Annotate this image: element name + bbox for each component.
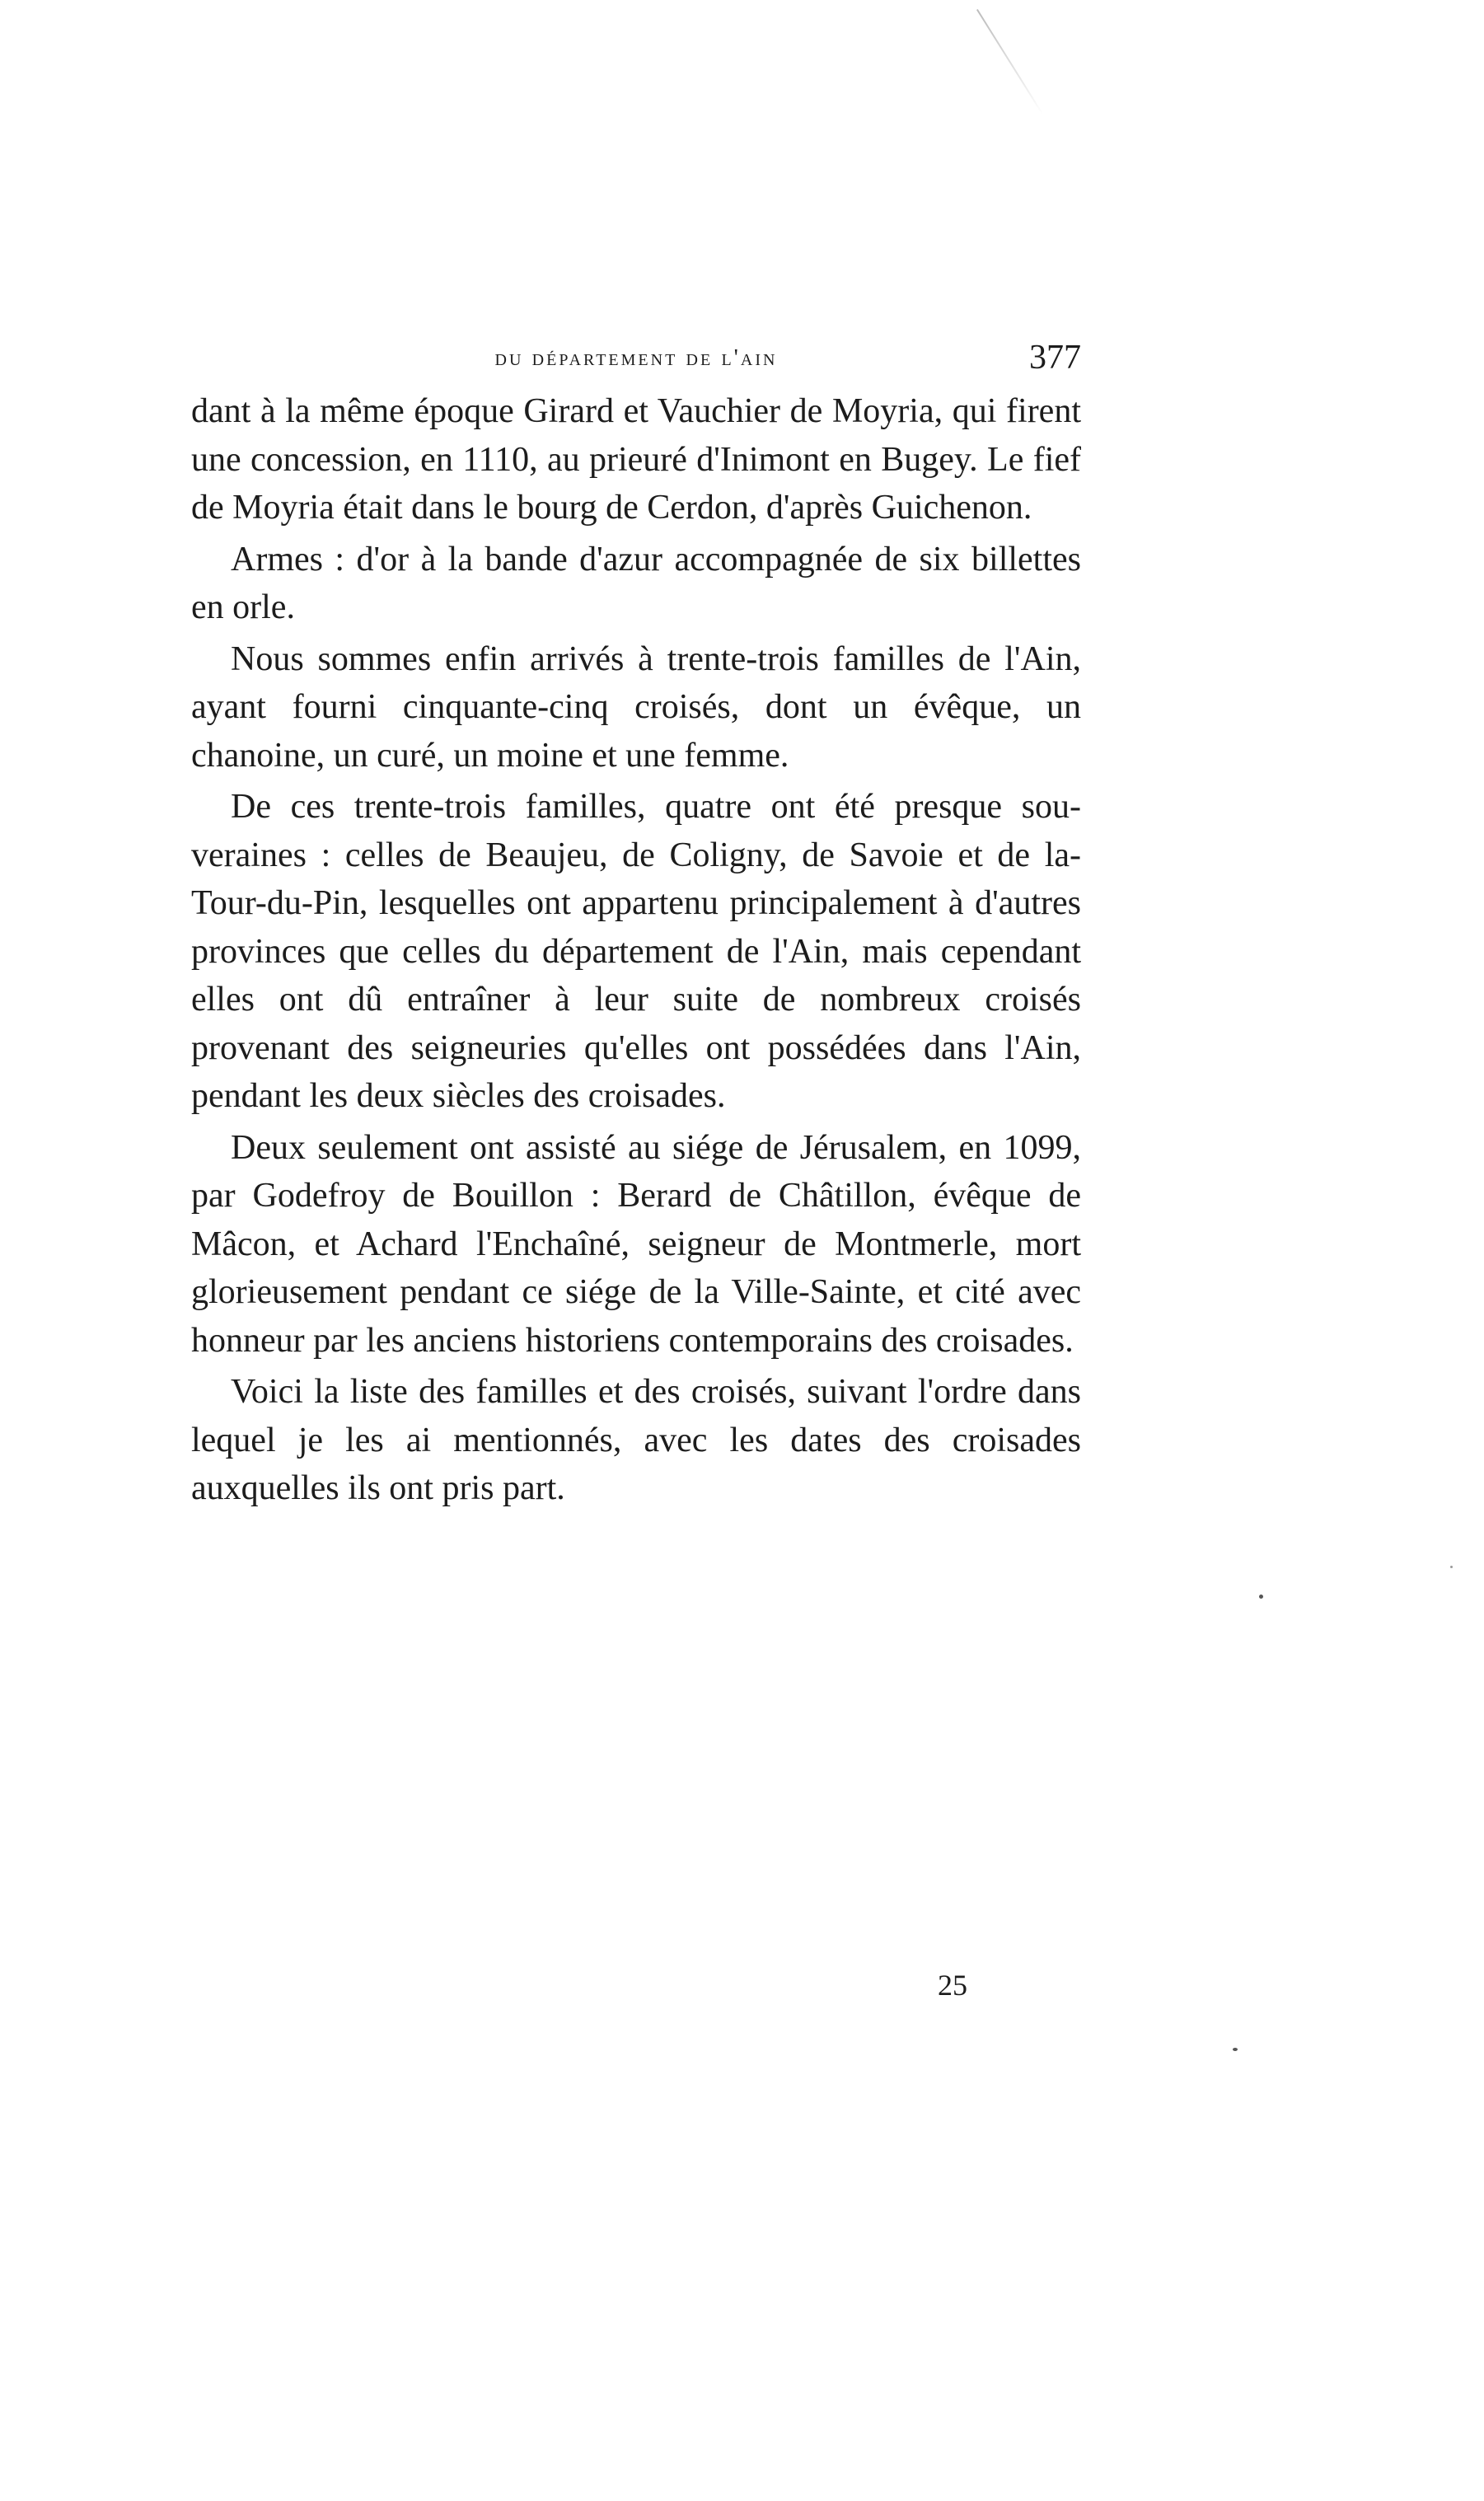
- paragraph-6: Voici la liste des familles et des croisés, suivant l'ordre dans lequel je les ai mentionnés, avec les dates des croisades auxquelles ils ont pris part.: [191, 1373, 1081, 1507]
- running-title: du département de l'ain: [494, 344, 778, 371]
- paper-speck: [1450, 1566, 1453, 1568]
- paragraph-2: Armes : d'or à la bande d'azur accompagnée de six billettes en orle.: [191, 540, 1081, 626]
- paper-scratch: [976, 9, 1043, 115]
- body-text: [191, 387, 1081, 1513]
- paragraph-4: De ces trente-trois familles, quatre ont été presque souveraines : celles de Beaujeu, de Coligny, de Savoie et de la-Tour-du-Pin, lesquelles ont appartenu principalement à d'autres provinces que celles du département de l'Ain, mais cependant elles ont dû entraîner à leur suite de nombreux croisés provenant des seigneuries qu'elles ont possédées dans l'Ain, pendant les deux siècles des croisades.: [191, 788, 1081, 1115]
- paragraph-1: dant à la même époque Girard et Vauchier de Moyria, qui firent une concession, en 1110, au prieuré d'Inimont en Bugey. Le fief de Moyria était dans le bourg de Cerdon, d'après Guichenon.: [191, 392, 1081, 527]
- paragraph-3: Nous sommes enfin arrivés à trente-trois familles de l'Ain, ayant fourni cinquante-cinq croisés, dont un évêque, un chanoine, un curé, un moine et une femme.: [191, 639, 1081, 775]
- paper-speck: [1259, 1595, 1263, 1599]
- signature-mark: 25: [938, 1969, 967, 2002]
- page-number: 377: [1029, 339, 1081, 377]
- running-head: [191, 338, 1081, 387]
- paper-speck: [1233, 2048, 1238, 2051]
- paragraph-5: Deux seulement ont assisté au siége de Jérusalem, en 1099, par Godefroy de Bouillon : Berard de Châtillon, évêque de Mâcon, et Achard l'Enchaîné, seigneur de Montmerle, mort glorieusement pendant ce siége de la Ville-Sainte, et cité avec honneur par les anciens historiens contemporains des croisades.: [191, 1128, 1081, 1360]
